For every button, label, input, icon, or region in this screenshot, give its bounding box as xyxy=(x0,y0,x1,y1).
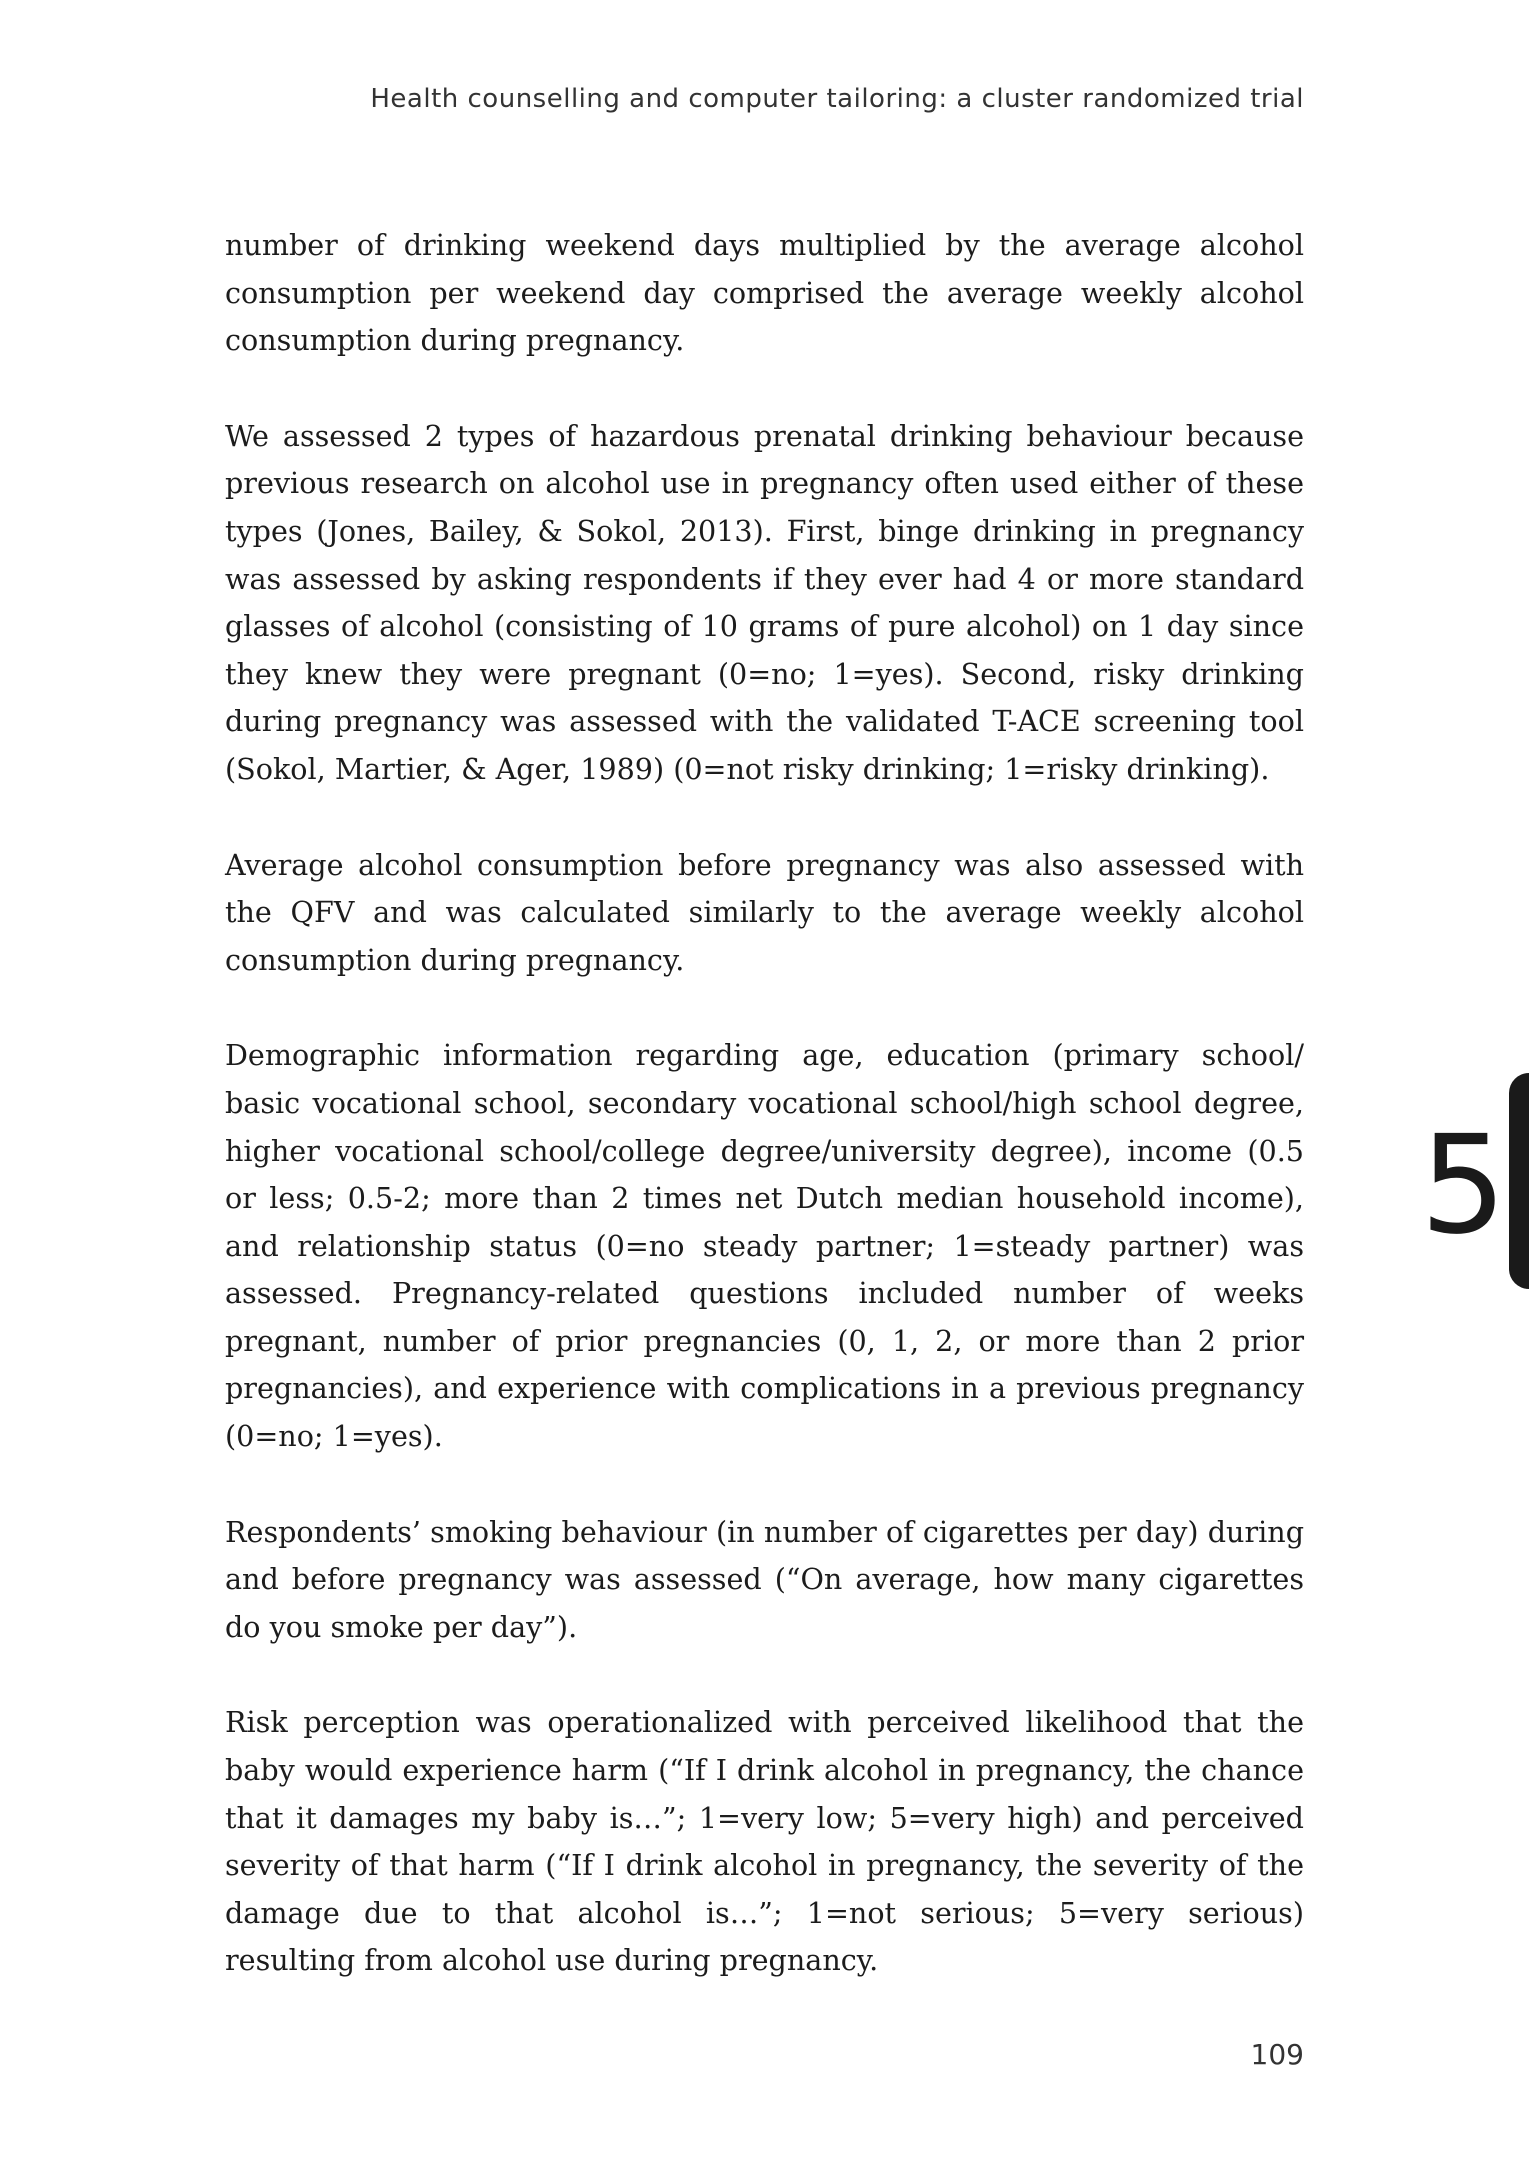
paragraph-5: Respondents’ smoking behaviour (in number of cigarettes per day) during and before pregnancy was assessed (“On average, how many cigarettes do you smoke per day”). xyxy=(225,1514,1304,1644)
paragraph-6: Risk perception was operationalized with perceived likelihood that the baby would experience harm (“If I drink alcohol in pregnancy, the chance that it damages my baby is…”; 1=very low; 5=very high) and perceived severity of that harm (“If I drink alcohol in pregnancy, the severity of the damage due to that alcohol is…”; 1=not serious; 5=very serious) resulting from alcohol use during pregnancy. xyxy=(225,1705,1304,1978)
page-number: 109 xyxy=(1250,2038,1304,2071)
chapter-tab-marker xyxy=(1509,1073,1529,1289)
chapter-number: 5 xyxy=(1420,1107,1507,1265)
paragraph-1: number of drinking weekend days multiplied by the average alcohol consumption per weekend day comprised the average weekly alcohol consumption during pregnancy. xyxy=(225,228,1304,358)
paragraph-3: Average alcohol consumption before pregnancy was also assessed with the QFV and was calculated similarly to the average weekly alcohol consumption during pregnancy. xyxy=(225,847,1304,977)
running-header: Health counselling and computer tailoring: a cluster randomized trial xyxy=(370,84,1304,114)
paragraph-2: We assessed 2 types of hazardous prenatal drinking behaviour because previous research on alcohol use in pregnancy often used either of these types (Jones, Bailey, & Sokol, 2013). First, binge drinking in pregnancy was assessed by asking respondents if they ever had 4 or more standard glasses of alcohol (consisting of 10 grams of pure alcohol) on 1 day since they knew they were pregnant (0=no; 1=yes). Second, risky drinking during pregnancy was assessed with the validated T-ACE screening tool (Sokol, Martier, & Ager, 1989) (0=not risky drinking; 1=risky drinking). xyxy=(225,418,1304,786)
paragraph-4: Demographic information regarding age, education (primary school/ basic vocational school, secondary vocational school/high school degree, higher vocational school/college degree/university degree), income (0.5 or less; 0.5-2; more than 2 times net Dutch median household income), and relationship status (0=no steady partner; 1=steady partner) was assessed. Pregnancy-related questions included number of weeks pregnant, number of prior pregnancies (0, 1, 2, or more than 2 prior pregnancies), and experience with complications in a previous pregnancy (0=no; 1=yes). xyxy=(225,1038,1304,1454)
body-text xyxy=(225,222,1304,2033)
